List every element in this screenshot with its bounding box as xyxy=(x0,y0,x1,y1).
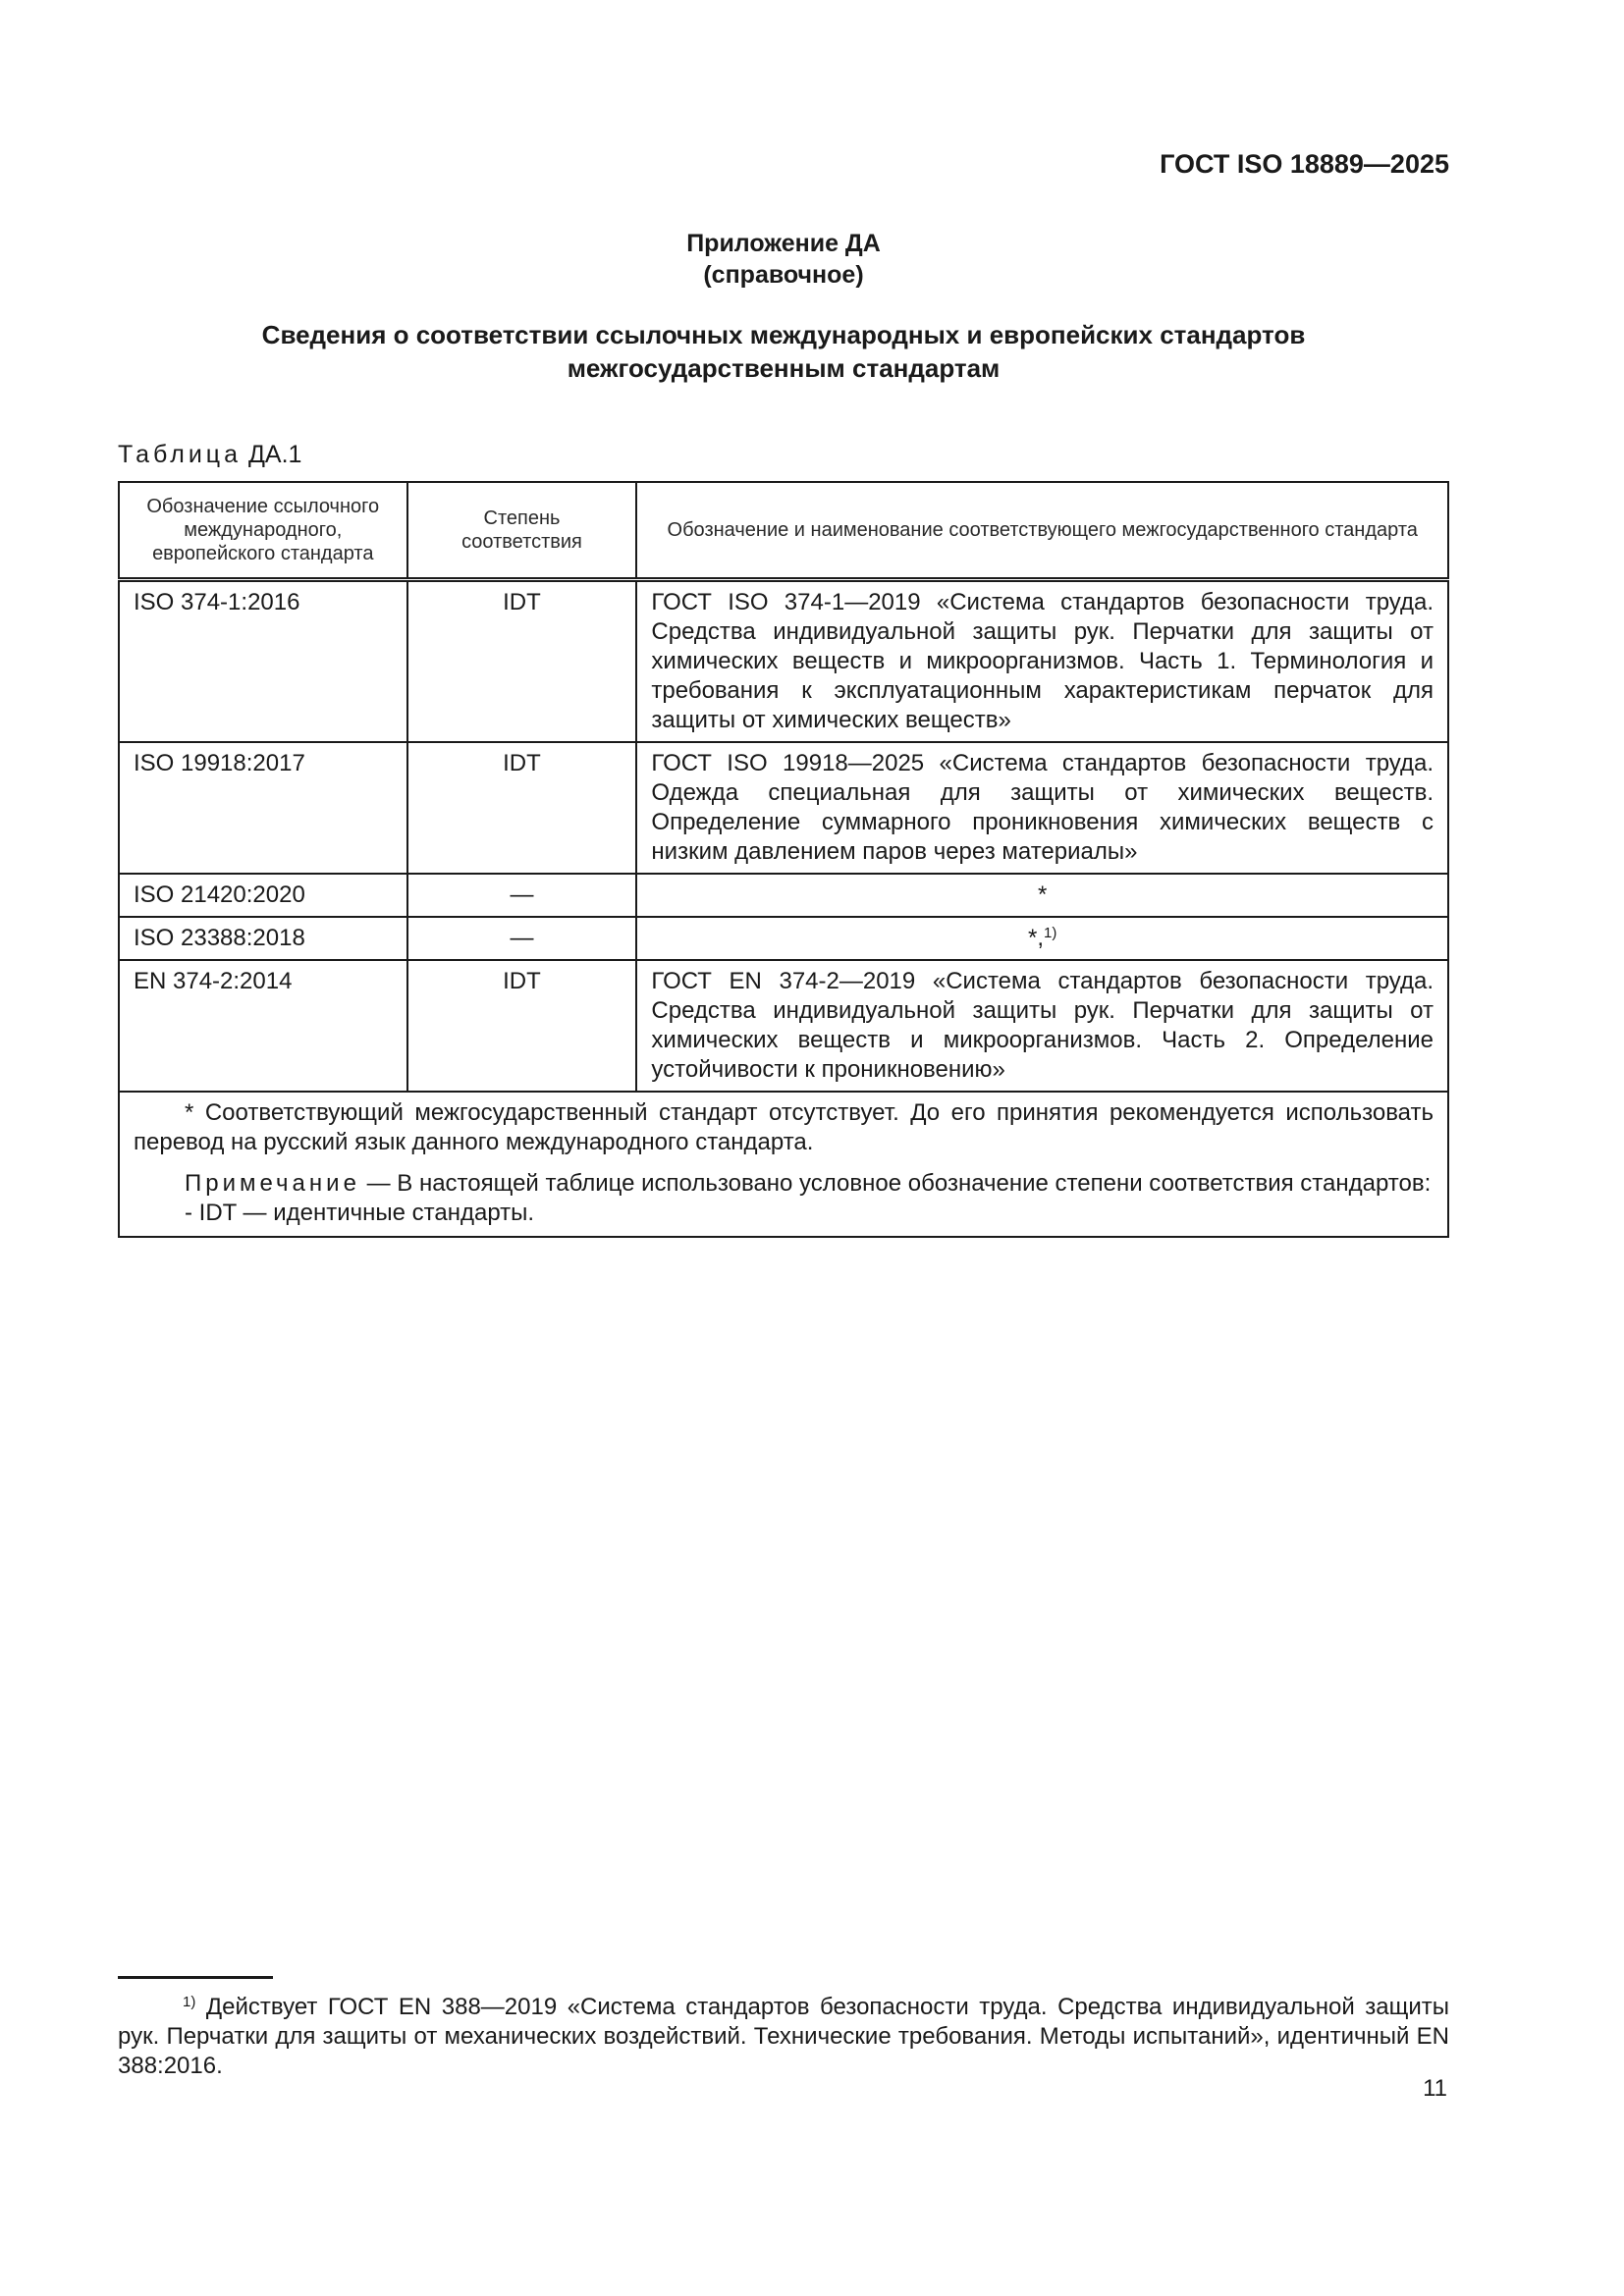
cell-interstate: ГОСТ EN 374-2—2019 «Система стандартов безопасности труда. Средства индивидуальной защиты рук. Перчатки для защиты от химических веществ и микроорганизмов. Часть 2. Определение устойчивости к проникновению» xyxy=(636,960,1448,1092)
table-row xyxy=(119,742,1448,874)
document-code: ГОСТ ISO 18889—2025 xyxy=(1160,149,1449,179)
asterisk-note: * Соответствующий межгосударственный стандарт отсутствует. До его принятия рекомендуется использовать перевод на русский язык данного международного стандарта. xyxy=(134,1099,1434,1155)
cell-degree: — xyxy=(407,874,637,917)
cell-degree: — xyxy=(407,917,637,960)
cell-interstate: ГОСТ ISO 374-1—2019 «Система стандартов безопасности труда. Средства индивидуальной защиты рук. Перчатки для защиты от химических веществ и микроорганизмов. Часть 1. Терминология и требования к эксплуатационным характеристикам перчаток для защиты от химических веществ» xyxy=(636,580,1448,743)
cell-reference: ISO 374-1:2016 xyxy=(119,580,407,743)
cell-degree: IDT xyxy=(407,580,637,743)
cell-reference: EN 374-2:2014 xyxy=(119,960,407,1092)
cell-reference: ISO 21420:2020 xyxy=(119,874,407,917)
table-notes xyxy=(119,1092,1448,1237)
cell-degree: IDT xyxy=(407,960,637,1092)
footnote xyxy=(118,1993,1449,2081)
header-interstate-standard: Обозначение и наименование соответствующего межгосударственного стандарта xyxy=(636,482,1448,580)
table-row xyxy=(119,917,1448,960)
footnote-text: Действует ГОСТ EN 388—2019 «Система стандартов безопасности труда. Средства индивидуальной защиты рук. Перчатки для защиты от механических воздействий. Технические требования. Методы испытаний», идентичный EN 388:2016. xyxy=(118,1994,1449,2079)
cell-interstate xyxy=(636,917,1448,960)
header-degree: Степень соответствия xyxy=(407,482,637,580)
table-row xyxy=(119,874,1448,917)
cell-reference: ISO 19918:2017 xyxy=(119,742,407,874)
table-header-row xyxy=(119,482,1448,580)
table-caption-word: Таблица xyxy=(118,441,243,468)
note-label: Примечание xyxy=(185,1170,360,1197)
footnote-reference-mark: 1) xyxy=(1044,925,1057,941)
page-number: 11 xyxy=(1423,2075,1447,2102)
cell-degree: IDT xyxy=(407,742,637,874)
section-title xyxy=(0,318,1567,385)
note-text: — В настоящей таблице использовано условное обозначение степени соответствия стандартов: xyxy=(366,1170,1432,1197)
table-caption-number: ДА.1 xyxy=(247,441,302,468)
table-note xyxy=(134,1169,1434,1199)
cell-reference: ISO 23388:2018 xyxy=(119,917,407,960)
section-title-line-1: Сведения о соответствии ссылочных международных и европейских стандартов xyxy=(261,320,1306,349)
table-row xyxy=(119,580,1448,743)
table-row xyxy=(119,960,1448,1092)
annex-heading xyxy=(0,228,1567,291)
annex-subtitle: (справочное) xyxy=(703,261,864,289)
cell-interstate-text: *, xyxy=(1028,925,1045,951)
header-reference-standard: Обозначение ссылочного международного, европейского стандарта xyxy=(119,482,407,580)
table-caption xyxy=(118,441,301,469)
annex-title: Приложение ДА xyxy=(686,230,881,257)
note-item: - IDT — идентичные стандарты. xyxy=(185,1200,535,1226)
footnote-mark: 1) xyxy=(183,1994,196,2010)
table-footer-row xyxy=(119,1092,1448,1237)
standards-correspondence-table xyxy=(118,481,1449,1238)
section-title-line-2: межгосударственным стандартам xyxy=(567,353,1001,383)
cell-interstate: * xyxy=(636,874,1448,917)
footnote-separator xyxy=(118,1976,273,1979)
cell-interstate: ГОСТ ISO 19918—2025 «Система стандартов безопасности труда. Одежда специальная для защиты от химических веществ. Определение суммарного проникновения химических веществ с низким давлением паров через материалы» xyxy=(636,742,1448,874)
